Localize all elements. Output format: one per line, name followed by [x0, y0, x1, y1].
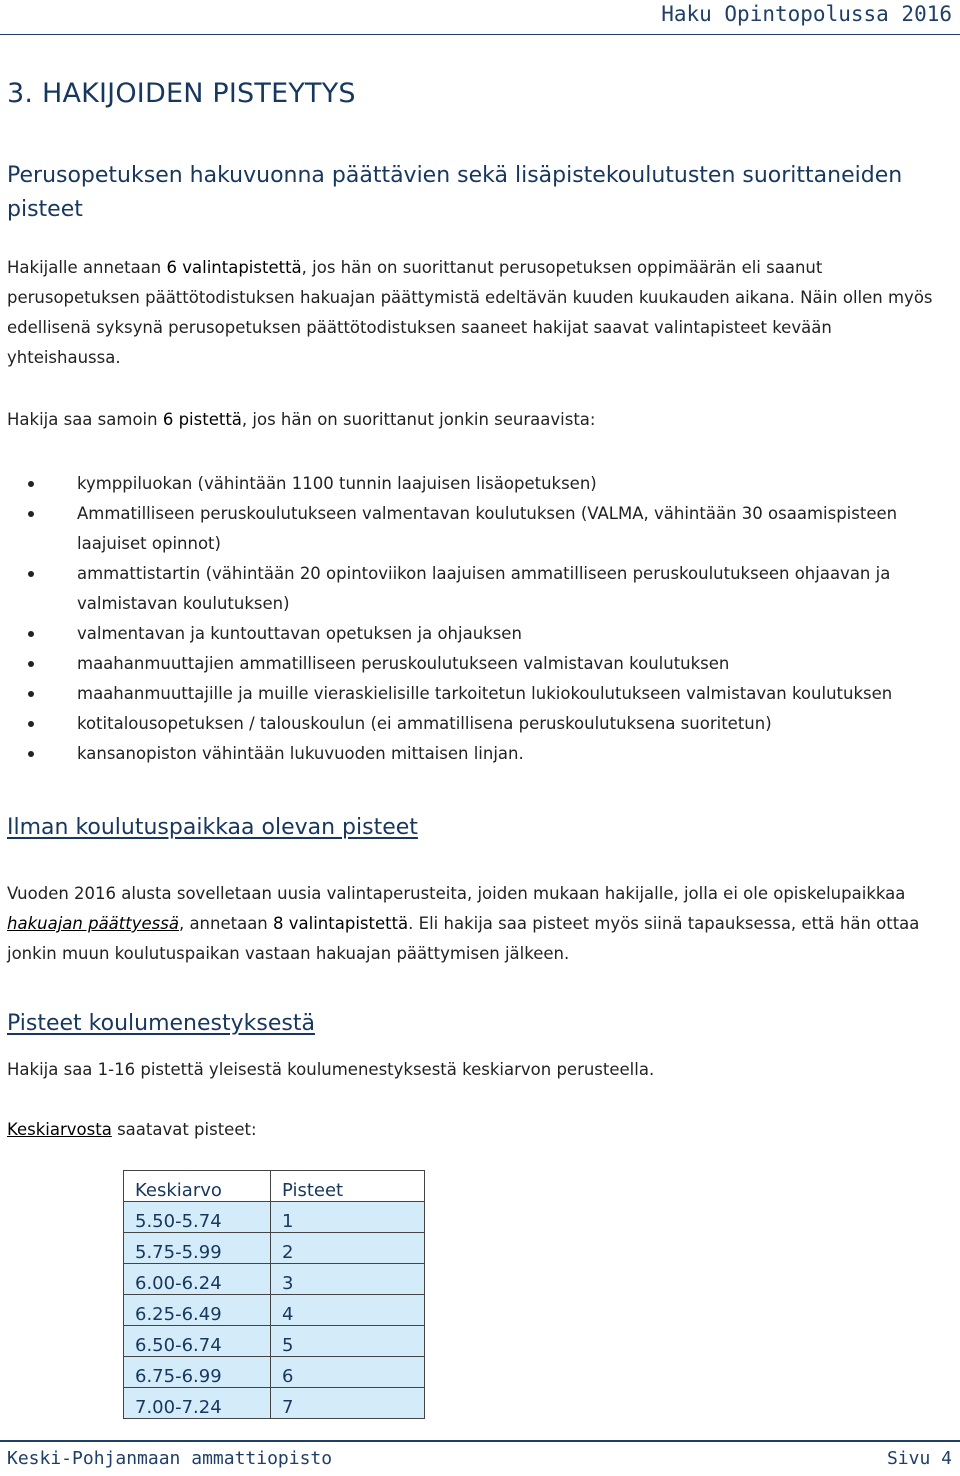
- points-highlight: 6 pistettä: [162, 410, 242, 429]
- average-label: Keskiarvosta: [7, 1120, 112, 1139]
- page-header: [0, 0, 960, 35]
- page-number: Sivu 4: [886, 1448, 952, 1469]
- points-cell: 1: [271, 1202, 425, 1233]
- points-cell: 3: [271, 1264, 425, 1295]
- qualification-list: [7, 469, 947, 769]
- points-cell: 4: [271, 1295, 425, 1326]
- list-item: kymppiluokan (vähintään 1100 tunnin laajuisen lisäopetuksen): [7, 469, 947, 499]
- list-item: valmentavan ja kuntouttavan opetuksen ja ohjauksen: [7, 619, 947, 649]
- points-cell: 2: [271, 1233, 425, 1264]
- paragraph-text: Hakija saa samoin: [7, 410, 163, 429]
- average-cell: 6.00-6.24: [124, 1264, 271, 1295]
- table-header-row: [124, 1171, 425, 1202]
- list-item: kotitalousopetuksen / talouskoulun (ei ammatillisena peruskoulutuksena suoritetun): [7, 709, 947, 739]
- paragraph-school-success: Hakija saa 1-16 pistettä yleisestä koulumenestyksestä keskiarvon perusteella.: [7, 1060, 655, 1079]
- average-cell: 6.25-6.49: [124, 1295, 271, 1326]
- points-table: [123, 1170, 425, 1419]
- list-item: Ammatilliseen peruskoulutukseen valmentavan koulutuksen (VALMA, vähintään 30 osaamispisteen laajuiset opinnot): [7, 499, 947, 559]
- paragraph-text: Vuoden 2016 alusta sovelletaan uusia valintaperusteita, joiden mukaan hakijalle, jolla ei ole opiskelupaikkaa: [7, 884, 906, 903]
- paragraph-text: Hakijalle annetaan: [7, 258, 167, 277]
- average-cell: 6.75-6.99: [124, 1357, 271, 1388]
- list-item: ammattistartin (vähintään 20 opintoviikon laajuisen ammatilliseen peruskoulutukseen ohjaavan ja valmistavan koulutuksen): [7, 559, 947, 619]
- paragraph-no-place: [7, 879, 947, 969]
- average-cell: 5.75-5.99: [124, 1233, 271, 1264]
- paragraph-graduates: [7, 253, 947, 373]
- subheading-school-success: Pisteet koulumenestyksestä: [7, 1011, 315, 1036]
- points-cell: 6: [271, 1357, 425, 1388]
- table-row: [124, 1202, 425, 1233]
- list-item: maahanmuuttajille ja muille vieraskielisille tarkoitetun lukiokoulutukseen valmistavan koulutuksen: [7, 679, 947, 709]
- list-item: kansanopiston vähintään lukuvuoden mittaisen linjan.: [7, 739, 947, 769]
- column-header-average: Keskiarvo: [124, 1171, 271, 1202]
- average-cell: 7.00-7.24: [124, 1388, 271, 1419]
- paragraph-average-points: [7, 1115, 947, 1145]
- paragraph-text: , jos hän on suorittanut perusopetuksen oppimäärän eli saanut perusopetuksen päättötodistuksen hakuajan päättymistä edeltävän kuuden kuukauden aikana. Näin ollen myös edellisenä syksynä perusopetuksen päättötodistuksen saaneet hakijat saavat valintapisteet kevään yhteishaussa.: [7, 258, 933, 367]
- column-header-points: Pisteet: [271, 1171, 425, 1202]
- page-footer: [0, 1440, 960, 1476]
- points-highlight: 8 valintapistettä: [273, 914, 409, 933]
- list-item: maahanmuuttajien ammatilliseen peruskoulutukseen valmistavan koulutuksen: [7, 649, 947, 679]
- table-row: [124, 1326, 425, 1357]
- paragraph-text: , jos hän on suorittanut jonkin seuraavista:: [241, 410, 596, 429]
- running-title: Haku Opintopolussa 2016: [661, 2, 952, 26]
- average-cell: 5.50-5.74: [124, 1202, 271, 1233]
- table-row: [124, 1388, 425, 1419]
- table-row: [124, 1357, 425, 1388]
- footer-organization: Keski-Pohjanmaan ammattiopisto: [7, 1448, 333, 1469]
- paragraph-additional: [7, 405, 947, 435]
- section-title: 3. HAKIJOIDEN PISTEYTYS: [7, 78, 356, 109]
- points-cell: 7: [271, 1388, 425, 1419]
- paragraph-text: saatavat pisteet:: [111, 1120, 257, 1139]
- paragraph-text: . Eli hakija saa pisteet myös siinä tapauksessa, että hän ottaa jonkin muun koulutuspaikan vastaan hakuajan päättymisen jälkeen.: [7, 914, 920, 963]
- average-cell: 6.50-6.74: [124, 1326, 271, 1357]
- deadline-emphasis: hakuajan päättyessä: [7, 914, 179, 933]
- subheading-graduates: Perusopetuksen hakuvuonna päättävien sekä lisäpistekoulutusten suorittaneiden pisteet: [7, 163, 903, 222]
- table-row: [124, 1295, 425, 1326]
- page-content: [7, 78, 947, 1145]
- points-cell: 5: [271, 1326, 425, 1357]
- points-highlight: 6 valintapistettä: [166, 258, 302, 277]
- paragraph-text: , annetaan: [178, 914, 274, 933]
- table-row: [124, 1264, 425, 1295]
- table-row: [124, 1233, 425, 1264]
- subheading-no-place: Ilman koulutuspaikkaa olevan pisteet: [7, 815, 418, 840]
